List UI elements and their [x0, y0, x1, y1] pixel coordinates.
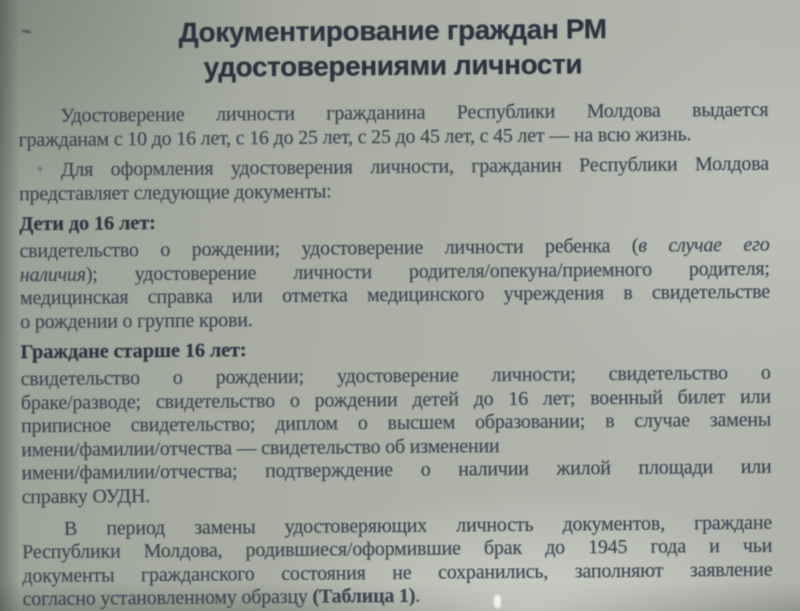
children-docs-line-2-text: ); удостоверение личности родителя/опекуна/приемного родителя;: [85, 257, 770, 286]
replacement-line-4: [23, 582, 773, 611]
document-title-line-1: Документирование граждан РМ: [178, 13, 607, 48]
issuance-line-2: представляет следующие документы:: [18, 180, 332, 206]
photo-artifact-white-speck: [494, 595, 501, 608]
heading-children-under-16: [19, 207, 769, 237]
children-docs-line-2-italic: наличия: [19, 263, 86, 286]
issuance-line-1: Для оформления удостоверения личности, гражданин Республики Молдова: [60, 152, 769, 182]
replacement-line-2: Республики Молдова, родившиеся/оформившие брак до 1945 года и чьи: [22, 534, 773, 564]
paragraph-children-documents: [19, 234, 770, 335]
children-heading-text: Дети до 16 лет:: [19, 212, 156, 236]
table-1-reference: (Таблица 1): [312, 585, 416, 609]
replacement-line-4-text: согласно установленному образцу: [22, 586, 313, 611]
document-title: [18, 10, 769, 87]
adults-docs-line-6: справку ОУДН.: [21, 485, 151, 509]
adults-docs-line-2: браке/разводе; свидетельство о рождении детей до 16 лет; военный билет или: [20, 385, 771, 414]
replacement-line-4-period: .: [415, 585, 421, 608]
replacement-line-3: документы гражданского состояния не сохранились, заполняют заявление: [22, 558, 773, 587]
children-docs-line-1-text: свидетельство о рождении; удостоверение личности ребенка (: [19, 234, 639, 263]
intro-line-2: гражданам с 10 до 16 лет, с 16 до 25 лет, с 25 до 45 лет, с 45 лет — на всю жизнь.: [18, 123, 692, 151]
heading-citizens-over-16: [20, 335, 770, 365]
paragraph-intro: [18, 99, 768, 153]
photo-artifact-dot: [38, 167, 42, 171]
intro-line-1: Удостоверение личности гражданина Республики Молдова выдается: [60, 98, 769, 127]
paragraph-issuance: [19, 153, 769, 207]
document-title-line-2: удостоверениями личности: [203, 48, 583, 83]
adults-docs-line-5: имени/фамилии/отчества; подтверждение о наличии жилой площади или: [21, 456, 772, 485]
children-docs-line-1-italic: в случае его: [638, 233, 770, 257]
adults-docs-line-1: свидетельство о рождении; удостоверение личности; свидетельство о: [20, 361, 771, 391]
children-docs-line-3: медицинская справка или отметка медицинского учреждения в свидетельстве: [19, 280, 771, 310]
adults-docs-line-4: имени/фамилии/отчества — свидетельство об изменении: [21, 434, 500, 462]
paragraph-adults-documents: [21, 362, 772, 510]
paragraph-replacement-period: [22, 511, 773, 611]
adults-heading-text: Граждане старше 16 лет:: [20, 339, 247, 364]
adults-docs-line-3: приписное свидетельство; диплом о высшем образовании; в случае замены: [20, 408, 772, 438]
children-docs-line-4: о рождении о группе крови.: [20, 309, 253, 334]
replacement-line-1: В период замены удостоверяющих личность документов, граждане: [63, 511, 773, 540]
